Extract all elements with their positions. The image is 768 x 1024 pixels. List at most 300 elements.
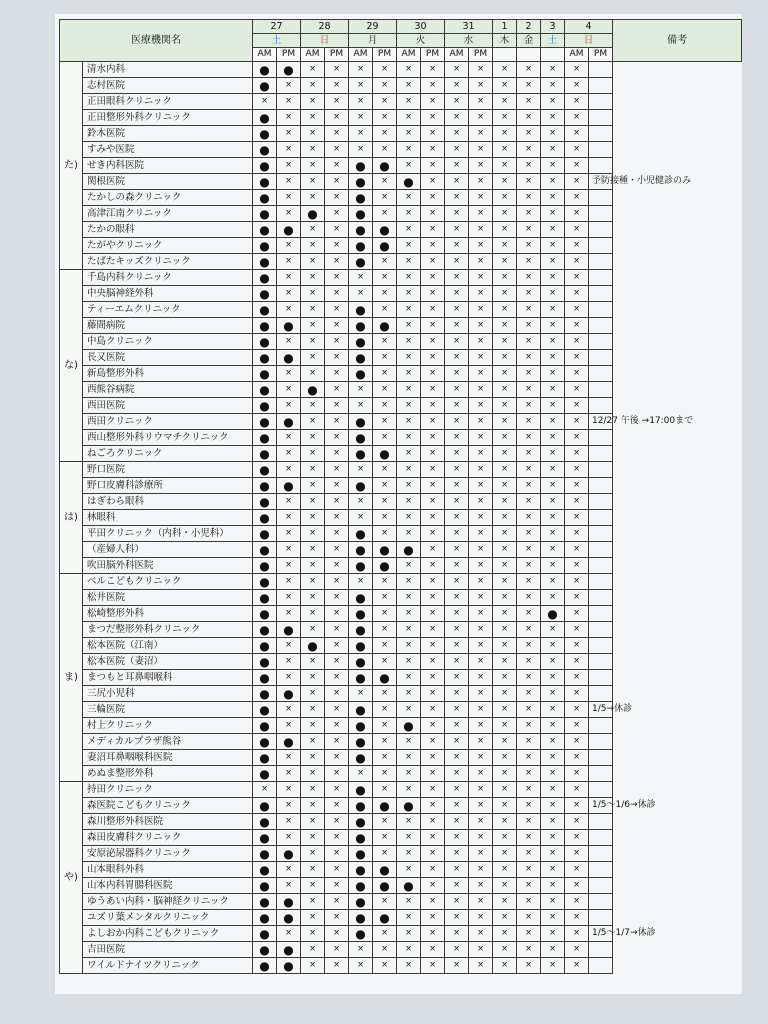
closed-mark: × bbox=[397, 622, 421, 638]
closed-mark: × bbox=[493, 126, 517, 142]
closed-mark: × bbox=[397, 238, 421, 254]
clinic-name: 正田整形外科クリニック bbox=[83, 110, 253, 126]
closed-mark: × bbox=[301, 62, 325, 78]
closed-mark: × bbox=[373, 766, 397, 782]
closed-mark: × bbox=[565, 254, 589, 270]
closed-mark: × bbox=[469, 814, 493, 830]
date-3: 3 bbox=[541, 20, 565, 34]
open-mark: ● bbox=[349, 190, 373, 206]
date-31: 31 bbox=[445, 20, 493, 34]
closed-mark: × bbox=[541, 558, 565, 574]
closed-mark: × bbox=[277, 926, 301, 942]
note-cell: 1/5～1/6→休診 bbox=[589, 798, 613, 814]
ampm-label: PM bbox=[469, 48, 493, 62]
date-28: 28 bbox=[301, 20, 349, 34]
open-mark: ● bbox=[349, 302, 373, 318]
closed-mark: × bbox=[517, 510, 541, 526]
closed-mark: × bbox=[493, 926, 517, 942]
closed-mark: × bbox=[421, 670, 445, 686]
closed-mark: × bbox=[445, 654, 469, 670]
closed-mark: × bbox=[325, 270, 349, 286]
clinic-name: 西田医院 bbox=[83, 398, 253, 414]
closed-mark: × bbox=[397, 574, 421, 590]
ampm-label: AM bbox=[397, 48, 421, 62]
closed-mark: × bbox=[253, 94, 277, 110]
closed-mark: × bbox=[421, 302, 445, 318]
closed-mark: × bbox=[325, 62, 349, 78]
open-mark: ● bbox=[253, 814, 277, 830]
closed-mark: × bbox=[469, 750, 493, 766]
closed-mark: × bbox=[301, 542, 325, 558]
open-mark: ● bbox=[253, 798, 277, 814]
closed-mark: × bbox=[397, 910, 421, 926]
closed-mark: × bbox=[373, 78, 397, 94]
closed-mark: × bbox=[325, 702, 349, 718]
closed-mark: × bbox=[541, 814, 565, 830]
closed-mark: × bbox=[421, 654, 445, 670]
closed-mark: × bbox=[493, 62, 517, 78]
closed-mark: × bbox=[517, 942, 541, 958]
clinic-name: メディカルプラザ熊谷 bbox=[83, 734, 253, 750]
closed-mark: × bbox=[373, 654, 397, 670]
open-mark: ● bbox=[349, 158, 373, 174]
closed-mark: × bbox=[325, 846, 349, 862]
closed-mark: × bbox=[469, 190, 493, 206]
closed-mark: × bbox=[541, 62, 565, 78]
open-mark: ● bbox=[373, 318, 397, 334]
holiday-schedule-table bbox=[59, 19, 742, 974]
closed-mark: × bbox=[541, 126, 565, 142]
closed-mark: × bbox=[301, 606, 325, 622]
closed-mark: × bbox=[277, 78, 301, 94]
closed-mark: × bbox=[517, 574, 541, 590]
closed-mark: × bbox=[469, 334, 493, 350]
closed-mark: × bbox=[397, 142, 421, 158]
closed-mark: × bbox=[469, 702, 493, 718]
note-cell bbox=[589, 334, 613, 350]
closed-mark: × bbox=[325, 782, 349, 798]
closed-mark: × bbox=[325, 174, 349, 190]
closed-mark: × bbox=[421, 958, 445, 974]
open-mark: ● bbox=[301, 638, 325, 654]
closed-mark: × bbox=[541, 398, 565, 414]
closed-mark: × bbox=[493, 382, 517, 398]
clinic-name: 吉田医院 bbox=[83, 942, 253, 958]
header-name-col: 医療機関名 bbox=[60, 20, 253, 62]
closed-mark: × bbox=[277, 174, 301, 190]
closed-mark: × bbox=[325, 126, 349, 142]
open-mark: ● bbox=[349, 910, 373, 926]
note-cell bbox=[589, 590, 613, 606]
open-mark: ● bbox=[349, 782, 373, 798]
closed-mark: × bbox=[541, 318, 565, 334]
closed-mark: × bbox=[325, 750, 349, 766]
closed-mark: × bbox=[493, 894, 517, 910]
open-mark: ● bbox=[253, 638, 277, 654]
open-mark: ● bbox=[253, 286, 277, 302]
closed-mark: × bbox=[325, 878, 349, 894]
closed-mark: × bbox=[445, 910, 469, 926]
note-cell bbox=[589, 382, 613, 398]
closed-mark: × bbox=[469, 654, 493, 670]
open-mark: ● bbox=[253, 414, 277, 430]
closed-mark: × bbox=[397, 670, 421, 686]
clinic-name: 松崎整形外科 bbox=[83, 606, 253, 622]
closed-mark: × bbox=[373, 430, 397, 446]
open-mark: ● bbox=[253, 478, 277, 494]
closed-mark: × bbox=[421, 190, 445, 206]
closed-mark: × bbox=[373, 206, 397, 222]
closed-mark: × bbox=[373, 686, 397, 702]
closed-mark: × bbox=[541, 414, 565, 430]
closed-mark: × bbox=[301, 654, 325, 670]
closed-mark: × bbox=[517, 766, 541, 782]
slash-cell bbox=[541, 48, 565, 62]
closed-mark: × bbox=[325, 734, 349, 750]
closed-mark: × bbox=[373, 590, 397, 606]
closed-mark: × bbox=[541, 158, 565, 174]
note-cell bbox=[589, 862, 613, 878]
open-mark: ● bbox=[277, 62, 301, 78]
closed-mark: × bbox=[421, 206, 445, 222]
clinic-name: 森田皮膚科クリニック bbox=[83, 830, 253, 846]
table-row bbox=[60, 782, 742, 798]
clinic-name: 持田クリニック bbox=[83, 782, 253, 798]
closed-mark: × bbox=[565, 750, 589, 766]
open-mark: ● bbox=[349, 478, 373, 494]
closed-mark: × bbox=[301, 222, 325, 238]
closed-mark: × bbox=[493, 686, 517, 702]
closed-mark: × bbox=[493, 942, 517, 958]
closed-mark: × bbox=[565, 734, 589, 750]
closed-mark: × bbox=[301, 510, 325, 526]
closed-mark: × bbox=[421, 446, 445, 462]
closed-mark: × bbox=[493, 494, 517, 510]
closed-mark: × bbox=[493, 814, 517, 830]
closed-mark: × bbox=[565, 174, 589, 190]
note-cell bbox=[589, 158, 613, 174]
closed-mark: × bbox=[349, 78, 373, 94]
closed-mark: × bbox=[397, 958, 421, 974]
closed-mark: × bbox=[445, 798, 469, 814]
closed-mark: × bbox=[301, 462, 325, 478]
closed-mark: × bbox=[517, 302, 541, 318]
note-cell bbox=[589, 446, 613, 462]
closed-mark: × bbox=[325, 334, 349, 350]
note-cell bbox=[589, 686, 613, 702]
closed-mark: × bbox=[469, 286, 493, 302]
closed-mark: × bbox=[445, 430, 469, 446]
closed-mark: × bbox=[445, 334, 469, 350]
closed-mark: × bbox=[373, 494, 397, 510]
ampm-label: AM bbox=[445, 48, 469, 62]
closed-mark: × bbox=[277, 782, 301, 798]
closed-mark: × bbox=[349, 462, 373, 478]
closed-mark: × bbox=[493, 910, 517, 926]
schedule-sheet bbox=[55, 14, 742, 994]
closed-mark: × bbox=[565, 686, 589, 702]
open-mark: ● bbox=[349, 830, 373, 846]
table-row bbox=[60, 142, 742, 158]
table-row bbox=[60, 894, 742, 910]
note-cell bbox=[589, 606, 613, 622]
open-mark: ● bbox=[349, 750, 373, 766]
closed-mark: × bbox=[541, 958, 565, 974]
clinic-name: 村上クリニック bbox=[83, 718, 253, 734]
closed-mark: × bbox=[277, 510, 301, 526]
closed-mark: × bbox=[517, 238, 541, 254]
closed-mark: × bbox=[469, 542, 493, 558]
closed-mark: × bbox=[517, 366, 541, 382]
closed-mark: × bbox=[469, 430, 493, 446]
table-row bbox=[60, 526, 742, 542]
closed-mark: × bbox=[517, 254, 541, 270]
ampm-label: AM bbox=[349, 48, 373, 62]
closed-mark: × bbox=[301, 814, 325, 830]
clinic-name: ワイルドナイツクリニック bbox=[83, 958, 253, 974]
closed-mark: × bbox=[277, 654, 301, 670]
closed-mark: × bbox=[541, 222, 565, 238]
table-row bbox=[60, 574, 742, 590]
closed-mark: × bbox=[277, 766, 301, 782]
closed-mark: × bbox=[493, 350, 517, 366]
closed-mark: × bbox=[397, 190, 421, 206]
date-4: 4 bbox=[565, 20, 613, 34]
weekday-wed: 水 bbox=[445, 34, 493, 48]
closed-mark: × bbox=[277, 190, 301, 206]
closed-mark: × bbox=[565, 542, 589, 558]
closed-mark: × bbox=[349, 398, 373, 414]
closed-mark: × bbox=[565, 846, 589, 862]
closed-mark: × bbox=[373, 942, 397, 958]
closed-mark: × bbox=[373, 366, 397, 382]
closed-mark: × bbox=[373, 750, 397, 766]
closed-mark: × bbox=[541, 94, 565, 110]
closed-mark: × bbox=[397, 766, 421, 782]
note-cell bbox=[589, 654, 613, 670]
table-body bbox=[60, 62, 742, 974]
open-mark: ● bbox=[253, 718, 277, 734]
closed-mark: × bbox=[469, 894, 493, 910]
closed-mark: × bbox=[325, 862, 349, 878]
closed-mark: × bbox=[421, 286, 445, 302]
open-mark: ● bbox=[373, 798, 397, 814]
closed-mark: × bbox=[301, 94, 325, 110]
open-mark: ● bbox=[349, 318, 373, 334]
clinic-name: 新島整形外科 bbox=[83, 366, 253, 382]
closed-mark: × bbox=[421, 494, 445, 510]
closed-mark: × bbox=[445, 782, 469, 798]
note-cell: 1/5→休診 bbox=[589, 702, 613, 718]
closed-mark: × bbox=[421, 798, 445, 814]
closed-mark: × bbox=[325, 350, 349, 366]
closed-mark: × bbox=[421, 718, 445, 734]
closed-mark: × bbox=[421, 878, 445, 894]
closed-mark: × bbox=[301, 878, 325, 894]
closed-mark: × bbox=[517, 878, 541, 894]
table-row bbox=[60, 926, 742, 942]
closed-mark: × bbox=[517, 910, 541, 926]
closed-mark: × bbox=[397, 350, 421, 366]
date-1: 1 bbox=[493, 20, 517, 34]
open-mark: ● bbox=[253, 510, 277, 526]
closed-mark: × bbox=[541, 798, 565, 814]
closed-mark: × bbox=[517, 158, 541, 174]
closed-mark: × bbox=[325, 766, 349, 782]
closed-mark: × bbox=[469, 78, 493, 94]
closed-mark: × bbox=[301, 174, 325, 190]
closed-mark: × bbox=[397, 510, 421, 526]
closed-mark: × bbox=[397, 414, 421, 430]
clinic-name: たばたキッズクリニック bbox=[83, 254, 253, 270]
closed-mark: × bbox=[277, 526, 301, 542]
closed-mark: × bbox=[301, 590, 325, 606]
closed-mark: × bbox=[517, 590, 541, 606]
open-mark: ● bbox=[349, 206, 373, 222]
open-mark: ● bbox=[397, 174, 421, 190]
closed-mark: × bbox=[445, 478, 469, 494]
closed-mark: × bbox=[469, 302, 493, 318]
closed-mark: × bbox=[373, 126, 397, 142]
closed-mark: × bbox=[565, 894, 589, 910]
closed-mark: × bbox=[493, 510, 517, 526]
closed-mark: × bbox=[325, 718, 349, 734]
closed-mark: × bbox=[301, 142, 325, 158]
table-row bbox=[60, 222, 742, 238]
weekday-sun-2: 日 bbox=[565, 34, 613, 48]
note-cell bbox=[589, 206, 613, 222]
closed-mark: × bbox=[349, 574, 373, 590]
closed-mark: × bbox=[325, 414, 349, 430]
closed-mark: × bbox=[301, 686, 325, 702]
closed-mark: × bbox=[493, 446, 517, 462]
closed-mark: × bbox=[517, 670, 541, 686]
closed-mark: × bbox=[325, 942, 349, 958]
closed-mark: × bbox=[421, 686, 445, 702]
closed-mark: × bbox=[373, 926, 397, 942]
table-row bbox=[60, 766, 742, 782]
table-row bbox=[60, 622, 742, 638]
closed-mark: × bbox=[445, 814, 469, 830]
open-mark: ● bbox=[373, 670, 397, 686]
closed-mark: × bbox=[517, 542, 541, 558]
closed-mark: × bbox=[541, 750, 565, 766]
closed-mark: × bbox=[541, 510, 565, 526]
open-mark: ● bbox=[349, 622, 373, 638]
table-row bbox=[60, 478, 742, 494]
closed-mark: × bbox=[517, 334, 541, 350]
date-27: 27 bbox=[253, 20, 301, 34]
ampm-label: AM bbox=[301, 48, 325, 62]
closed-mark: × bbox=[325, 606, 349, 622]
closed-mark: × bbox=[469, 766, 493, 782]
closed-mark: × bbox=[325, 798, 349, 814]
closed-mark: × bbox=[397, 686, 421, 702]
open-mark: ● bbox=[373, 158, 397, 174]
open-mark: ● bbox=[349, 718, 373, 734]
table-row bbox=[60, 718, 742, 734]
closed-mark: × bbox=[541, 638, 565, 654]
closed-mark: × bbox=[469, 366, 493, 382]
ampm-label: PM bbox=[373, 48, 397, 62]
closed-mark: × bbox=[469, 558, 493, 574]
closed-mark: × bbox=[541, 238, 565, 254]
closed-mark: × bbox=[373, 414, 397, 430]
closed-mark: × bbox=[373, 958, 397, 974]
note-cell bbox=[589, 142, 613, 158]
closed-mark: × bbox=[493, 302, 517, 318]
closed-mark: × bbox=[469, 238, 493, 254]
note-cell bbox=[589, 94, 613, 110]
closed-mark: × bbox=[277, 798, 301, 814]
closed-mark: × bbox=[325, 526, 349, 542]
closed-mark: × bbox=[277, 878, 301, 894]
clinic-name: 正田眼科クリニック bbox=[83, 94, 253, 110]
closed-mark: × bbox=[301, 286, 325, 302]
closed-mark: × bbox=[565, 414, 589, 430]
closed-mark: × bbox=[445, 846, 469, 862]
note-cell bbox=[589, 430, 613, 446]
open-mark: ● bbox=[349, 654, 373, 670]
closed-mark: × bbox=[325, 814, 349, 830]
closed-mark: × bbox=[421, 526, 445, 542]
closed-mark: × bbox=[301, 926, 325, 942]
open-mark: ● bbox=[349, 558, 373, 574]
closed-mark: × bbox=[565, 830, 589, 846]
closed-mark: × bbox=[397, 126, 421, 142]
closed-mark: × bbox=[325, 94, 349, 110]
note-cell bbox=[589, 782, 613, 798]
closed-mark: × bbox=[397, 366, 421, 382]
ampm-label: PM bbox=[589, 48, 613, 62]
closed-mark: × bbox=[517, 638, 541, 654]
closed-mark: × bbox=[445, 318, 469, 334]
closed-mark: × bbox=[445, 638, 469, 654]
open-mark: ● bbox=[397, 878, 421, 894]
closed-mark: × bbox=[325, 510, 349, 526]
open-mark: ● bbox=[349, 606, 373, 622]
closed-mark: × bbox=[325, 142, 349, 158]
closed-mark: × bbox=[565, 222, 589, 238]
closed-mark: × bbox=[469, 462, 493, 478]
closed-mark: × bbox=[445, 558, 469, 574]
closed-mark: × bbox=[517, 702, 541, 718]
closed-mark: × bbox=[493, 526, 517, 542]
closed-mark: × bbox=[469, 622, 493, 638]
closed-mark: × bbox=[397, 494, 421, 510]
clinic-name: 西山整形外科リウマチクリニック bbox=[83, 430, 253, 446]
closed-mark: × bbox=[301, 366, 325, 382]
closed-mark: × bbox=[325, 958, 349, 974]
weekday-sat: 土 bbox=[253, 34, 301, 48]
closed-mark: × bbox=[421, 702, 445, 718]
closed-mark: × bbox=[421, 590, 445, 606]
open-mark: ● bbox=[349, 702, 373, 718]
closed-mark: × bbox=[493, 462, 517, 478]
kana-group-label: ま) bbox=[60, 574, 83, 782]
open-mark: ● bbox=[277, 318, 301, 334]
closed-mark: × bbox=[541, 782, 565, 798]
slash-cell bbox=[517, 48, 541, 62]
closed-mark: × bbox=[517, 206, 541, 222]
closed-mark: × bbox=[517, 446, 541, 462]
open-mark: ● bbox=[253, 142, 277, 158]
closed-mark: × bbox=[493, 734, 517, 750]
note-cell bbox=[589, 718, 613, 734]
closed-mark: × bbox=[469, 382, 493, 398]
closed-mark: × bbox=[445, 382, 469, 398]
note-cell bbox=[589, 110, 613, 126]
